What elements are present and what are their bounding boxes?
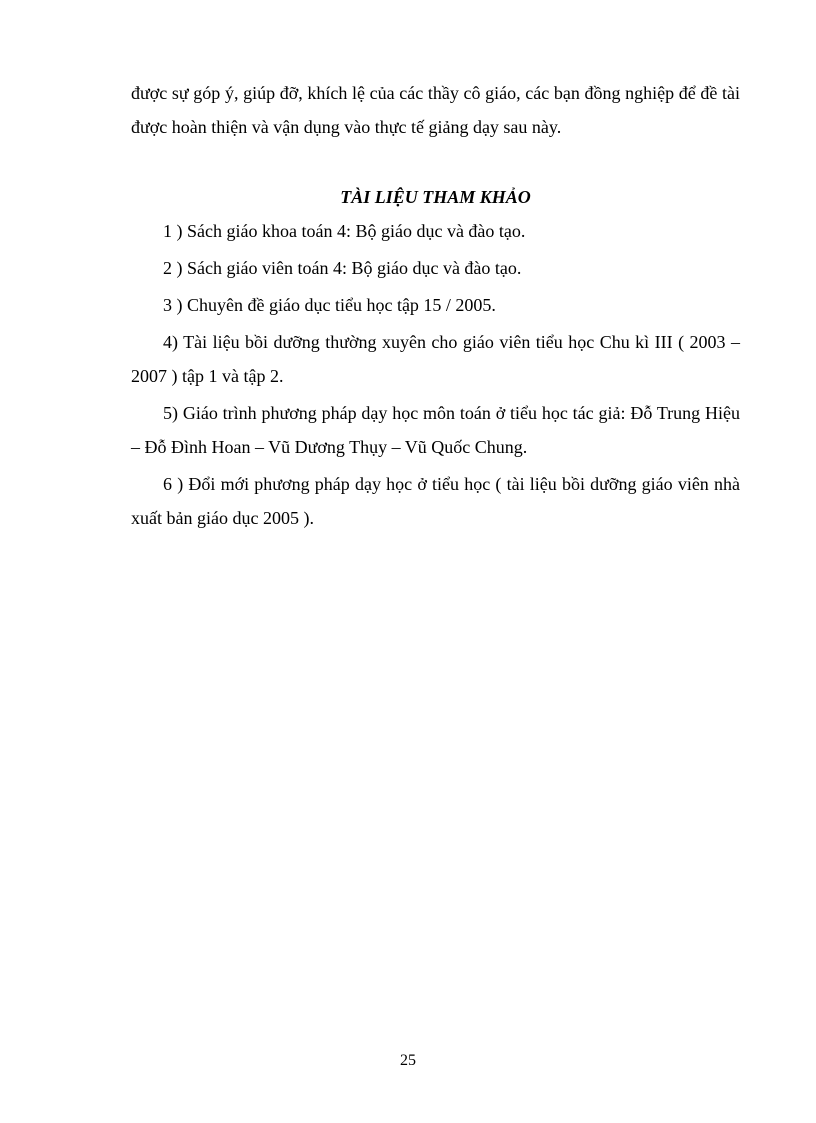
reference-item: 5) Giáo trình phương pháp dạy học môn toán ở tiểu học tác giả: Đỗ Trung Hiệu – Đỗ Đình Hoan – Vũ Dương Thụy – Vũ Quốc Chung. bbox=[131, 403, 740, 457]
reference-item: 3 ) Chuyên đề giáo dục tiểu học tập 15 / 2005. bbox=[163, 295, 496, 315]
intro-paragraph: được sự góp ý, giúp đỡ, khích lệ của các thầy cô giáo, các bạn đồng nghiệp để đề tài được hoàn thiện và vận dụng vào thực tế giảng dạy sau này. bbox=[131, 83, 740, 137]
reference-item: 1 ) Sách giáo khoa toán 4: Bộ giáo dục và đào tạo. bbox=[163, 221, 526, 241]
references-heading: TÀI LIỆU THAM KHẢO bbox=[340, 187, 531, 207]
references-list bbox=[131, 214, 740, 538]
page-number: 25 bbox=[400, 1052, 416, 1069]
reference-item: 2 ) Sách giáo viên toán 4: Bộ giáo dục và đào tạo. bbox=[163, 258, 522, 278]
reference-item: 4) Tài liệu bồi dưỡng thường xuyên cho giáo viên tiểu học Chu kì III ( 2003 – 2007 ) tập 1 và tập 2. bbox=[131, 332, 740, 386]
intro-section bbox=[131, 76, 740, 144]
reference-item: 6 ) Đổi mới phương pháp dạy học ở tiểu học ( tài liệu bồi dưỡng giáo viên nhà xuất bản giáo dục 2005 ). bbox=[131, 474, 740, 528]
